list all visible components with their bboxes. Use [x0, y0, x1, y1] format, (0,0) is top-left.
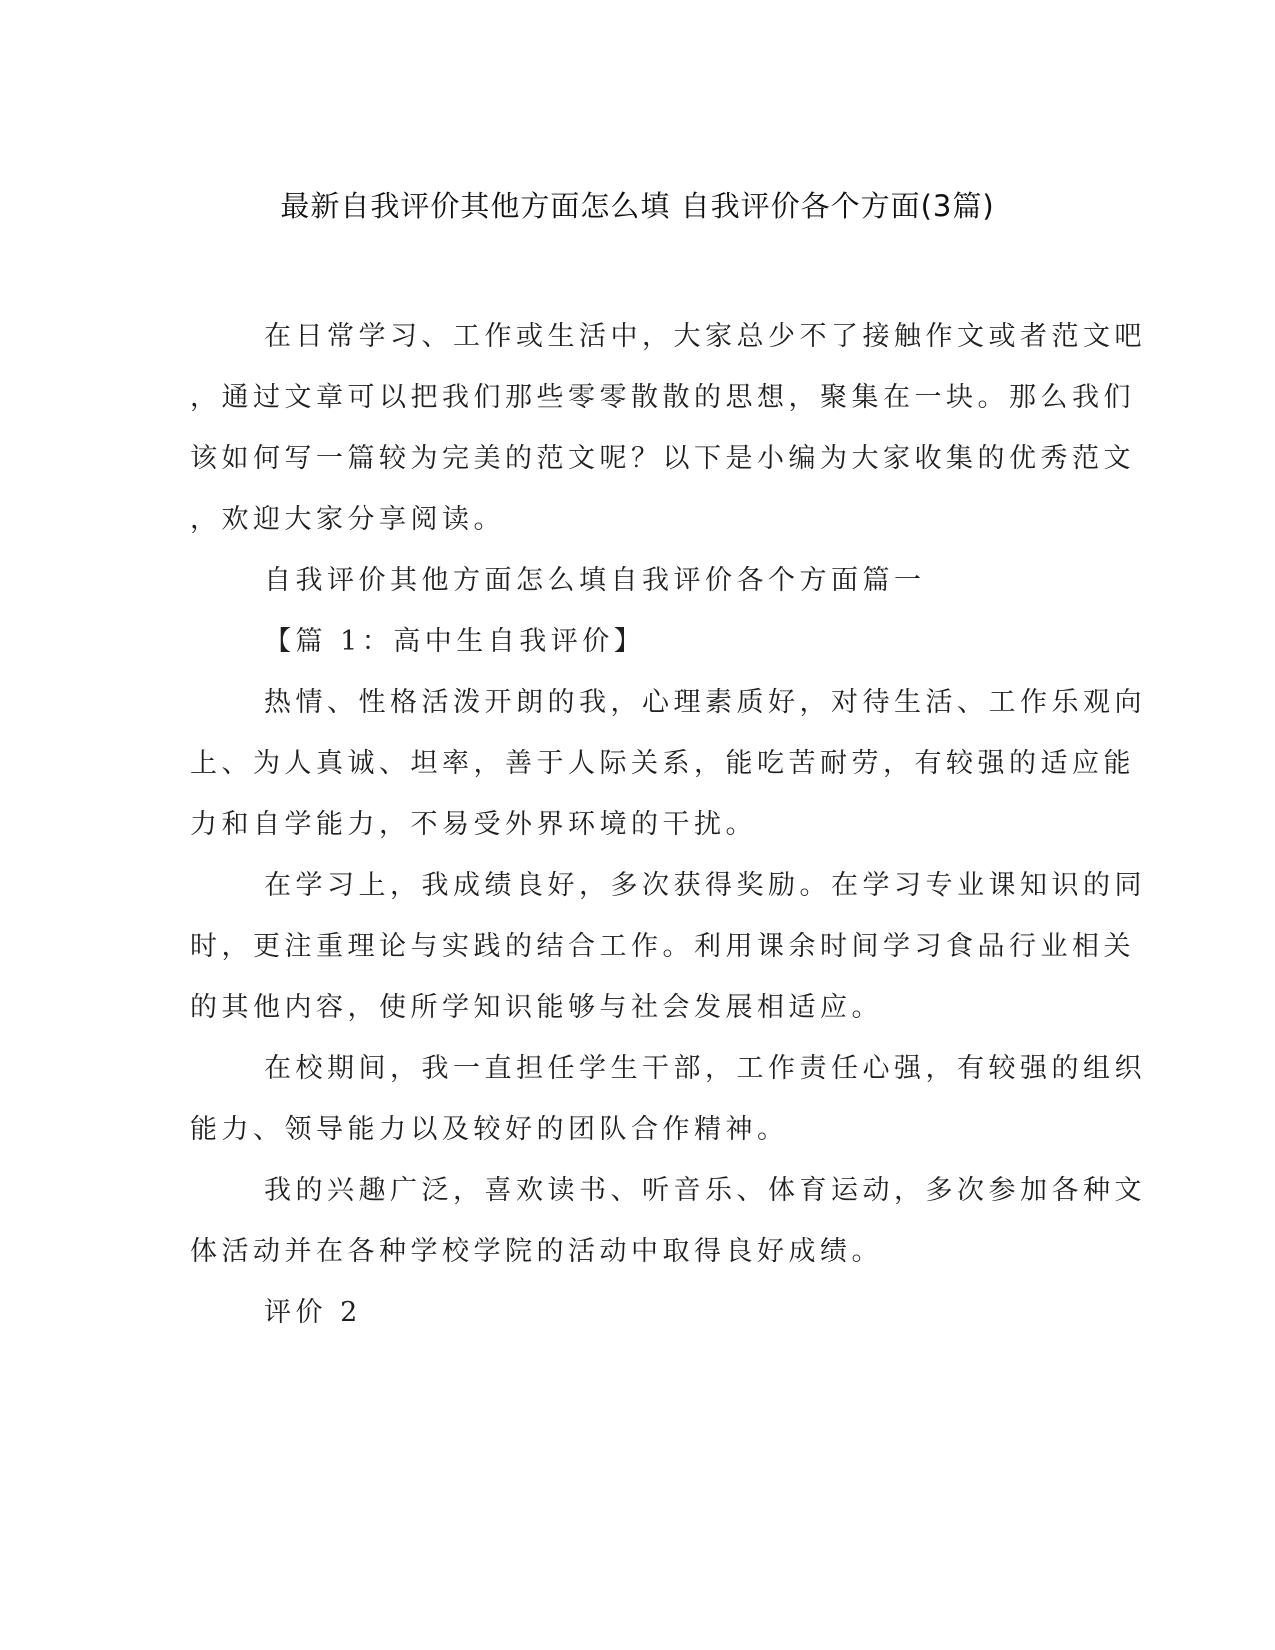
body-line: ，通过文章可以把我们那些零零散散的思想，聚集在一块。那么我们	[190, 382, 1135, 413]
body-line: 在校期间，我一直担任学生干部，工作责任心强，有较强的组织	[264, 1053, 1146, 1084]
body-line: 【篇 1：高中生自我评价】	[264, 626, 646, 657]
body-line: 力和自学能力，不易受外界环境的干扰。	[190, 809, 757, 840]
body-line: 热情、性格活泼开朗的我，心理素质好，对待生活、工作乐观向	[264, 687, 1146, 718]
body-line: ，欢迎大家分享阅读。	[190, 504, 505, 535]
document-body	[190, 306, 1146, 1343]
body-line: 能力、领导能力以及较好的团队合作精神。	[190, 1114, 789, 1145]
body-line: 在日常学习、工作或生活中，大家总少不了接触作文或者范文吧	[264, 321, 1146, 352]
body-line: 上、为人真诚、坦率，善于人际关系，能吃苦耐劳，有较强的适应能	[190, 748, 1135, 779]
document-title: 最新自我评价其他方面怎么填 自我评价各个方面(3篇)	[280, 189, 995, 223]
body-line: 在学习上，我成绩良好，多次获得奖励。在学习专业课知识的同	[264, 870, 1146, 901]
body-line: 体活动并在各种学校学院的活动中取得良好成绩。	[190, 1236, 883, 1267]
body-line: 自我评价其他方面怎么填自我评价各个方面篇一	[264, 565, 926, 596]
body-line: 评价 2	[264, 1297, 362, 1328]
body-line: 时，更注重理论与实践的结合工作。利用课余时间学习食品行业相关	[190, 931, 1135, 962]
body-line: 该如何写一篇较为完美的范文呢？以下是小编为大家收集的优秀范文	[190, 443, 1135, 474]
body-line: 的其他内容，使所学知识能够与社会发展相适应。	[190, 992, 883, 1023]
body-line: 我的兴趣广泛，喜欢读书、听音乐、体育运动，多次参加各种文	[264, 1175, 1146, 1206]
